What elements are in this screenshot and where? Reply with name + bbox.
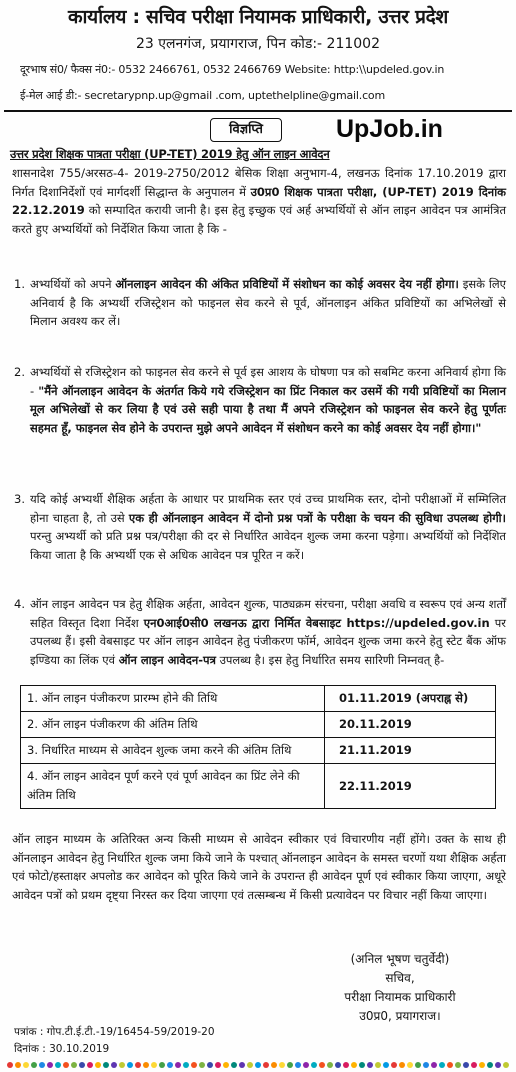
item-text: पर उपलब्ध हैं। इसी वेबसाइट पर ऑन लाइन आवेदन हेतु पंजीकरण फॉर्म, आवेदन शुल्क जमा करने हेतु स्टेट बैंक ऑफ इण्डिया का लिंक एवं — [30, 615, 506, 667]
signatory-name: (अनिल भूषण चतुर्वेदी) — [350, 952, 450, 966]
signature-block — [300, 950, 500, 1026]
color-dot — [447, 1062, 453, 1068]
color-dot — [487, 1062, 493, 1068]
item-text: ऑन लाइन आवेदन पत्र हेतु शैक्षिक अर्हता, आवेदन शुल्क, पाठ्यक्रम संरचना, परीक्षा अवधि व स्वरूप एवं अन्य शर्तों सहित विस्तृत दिशा निर्देश — [30, 597, 506, 630]
color-dot — [375, 1062, 381, 1068]
header-divider — [4, 110, 512, 112]
color-dot — [183, 1062, 189, 1068]
color-dot — [495, 1062, 501, 1068]
color-dot — [151, 1062, 157, 1068]
item-number: 4. — [14, 597, 25, 611]
color-dot — [159, 1062, 165, 1068]
color-dot — [263, 1062, 269, 1068]
color-dot — [319, 1062, 325, 1068]
item-text: अभ्यर्थियों से रजिस्ट्रेशन को फाइनल सेव करने से पूर्व इस आशय के घोषणा पत्र को सबमिट करना अनिवार्य होगा कि - — [30, 365, 506, 398]
color-dot — [119, 1062, 125, 1068]
color-dot — [239, 1062, 245, 1068]
item-text: उपलब्ध है। इस हेतु निर्धारित समय सारिणी निम्नवत् है- — [215, 652, 445, 667]
color-dot — [311, 1062, 317, 1068]
color-dot — [327, 1062, 333, 1068]
item-text-bold: ऑन लाइन आवेदन-पत्र — [118, 652, 216, 667]
schedule-label: 1. ऑन लाइन पंजीकरण प्रारम्भ होने की तिथि — [21, 686, 325, 712]
color-dot — [15, 1062, 21, 1068]
item-text-bold: "मैंने ऑनलाइन आवेदन के अंतर्गत किये गये रजिस्ट्रेशन का प्रिंट निकाल कर उसमें की गयी प्रविष्टियों का मिलान मूल अभिलेखों से कर लिया है एवं उसे सही पाया है तथा मैं अपने रजिस्ट्रेशन को फाइनल सेव करने हेतु पूर्णतः सहमत हूँ, फाइनल सेव होने के उपरान्त मुझे अपने आवेदन में संशोधन करने का कोई अवसर देय नहीं होगा।" — [30, 383, 507, 435]
color-dot — [7, 1062, 13, 1068]
color-dot — [431, 1062, 437, 1068]
color-dot — [295, 1062, 301, 1068]
color-dot — [143, 1062, 149, 1068]
color-dot — [271, 1062, 277, 1068]
schedule-date: 01.11.2019 (अपराह्न से) — [325, 686, 496, 712]
color-dot — [407, 1062, 413, 1068]
intro-paragraph — [12, 164, 506, 238]
color-dot — [463, 1062, 469, 1068]
item-text-bold: एक ही ऑनलाइन आवेदन में दोनो प्रश्न पत्रों के परीक्षा के चयन की सुविधा उपलब्ध होगी। — [128, 510, 507, 525]
schedule-label: 4. ऑन लाइन आवेदन पूर्ण करने एवं पूर्ण आवेदन का प्रिंट लेने की अंतिम तिथि — [21, 764, 325, 809]
item-text: इसके लिए अनिवार्य है कि अभ्यर्थी रजिस्ट्रेशन को फाइनल सेव करने से पूर्व, ऑनलाइन अंकित प्रविष्टियों का अभिलेखों से मिलान अवश्य कर लें। — [30, 277, 506, 329]
color-dot — [231, 1062, 237, 1068]
color-dot — [367, 1062, 373, 1068]
color-dot — [335, 1062, 341, 1068]
watermark-text: UpJob.in — [336, 115, 443, 143]
color-dot — [135, 1062, 141, 1068]
item-text: परन्तु अभ्यर्थी को प्रति प्रश्न पत्र/परीक्षा की दर से निर्धारित आवेदन शुल्क जमा करना पड़ेगा। अभ्यर्थियों को निर्देशित किया जाता है कि अभ्यर्थी एक से अधिक आवेदन पत्र पूरित न करें। — [30, 529, 506, 562]
schedule-date: 20.11.2019 — [325, 712, 496, 738]
color-dot — [383, 1062, 389, 1068]
color-dot — [343, 1062, 349, 1068]
color-dot-strip — [0, 1062, 516, 1072]
color-dot — [199, 1062, 205, 1068]
color-dot — [191, 1062, 197, 1068]
instruction-item-1 — [14, 275, 506, 331]
notice-subject: उत्तर प्रदेश शिक्षक पात्रता परीक्षा (UP-TET) 2019 हेतु ऑन लाइन आवेदन — [10, 147, 330, 161]
color-dot — [71, 1062, 77, 1068]
schedule-label: 3. निर्धारित माध्यम से आवेदन शुल्क जमा करने की अंतिम तिथि — [21, 738, 325, 764]
schedule-label: 2. ऑन लाइन पंजीकरण की अंतिम तिथि — [21, 712, 325, 738]
table-row — [21, 712, 496, 738]
intro-text-c: को सम्पादित करायी जानी है। इस हेतु इच्छुक एवं अर्ह अभ्यर्थियों से ऑन लाइन आवेदन पत्र आमंत्रित करते हुए अभ्यर्थियों को निर्देशित किया जाता है कि - — [12, 203, 506, 236]
office-title: कार्यालय : सचिव परीक्षा नियामक प्राधिकारी, उत्तर प्रदेश — [67, 6, 449, 28]
color-dot — [439, 1062, 445, 1068]
item-text-bold: ऑनलाइन आवेदन की अंकित प्रविष्टियों में संशोधन का कोई अवसर देय नहीं होगा। — [115, 277, 459, 291]
color-dot — [207, 1062, 213, 1068]
schedule-table — [20, 685, 496, 809]
instruction-item-4 — [14, 595, 506, 669]
office-address: 23 एलनगंज, प्रयागराज, पिन कोड:- 211002 — [135, 36, 380, 52]
color-dot — [247, 1062, 253, 1068]
item-number: 3. — [14, 492, 25, 506]
color-dot — [351, 1062, 357, 1068]
schedule-date: 21.11.2019 — [325, 738, 496, 764]
color-dot — [471, 1062, 477, 1068]
item-text: अभ्यर्थियों को अपने — [30, 277, 116, 291]
color-dot — [23, 1062, 29, 1068]
color-dot — [127, 1062, 133, 1068]
color-dot — [399, 1062, 405, 1068]
signatory-place: उ0प्र0, प्रयागराज। — [359, 1009, 441, 1023]
table-row — [21, 764, 496, 809]
closing-paragraph: ऑन लाइन माध्यम के अतिरिक्त अन्य किसी माध्यम से आवेदन स्वीकार एवं विचारणीय नहीं होंगे। उक्त के साथ ही ऑनलाइन आवेदन हेतु निर्धारित शुल्क जमा किये जाने के पश्चात् ऑनलाइन आवेदन के समस्त चरणों यथा शैक्षिक अर्हता एवं फोटो/हस्ताक्षर अपलोड कर आवेदन को पूरित किये जाने के उपरान्त ही आवेदन पूर्ण एवं स्वीकार किया जाएगा, अधूरे आवेदन पत्रों को प्रथम दृष्ट्या निरस्त कर दिया जाएगा एवं तत्सम्बन्ध में किसी प्रत्यावेदन पर विचार नहीं किया जाएगा। — [12, 832, 506, 902]
color-dot — [287, 1062, 293, 1068]
instruction-item-2 — [14, 363, 506, 437]
color-dot — [95, 1062, 101, 1068]
item-number: 2. — [14, 365, 25, 379]
color-dot — [503, 1062, 509, 1068]
color-dot — [79, 1062, 85, 1068]
color-dot — [111, 1062, 117, 1068]
letter-number: पत्रांक : गोप.टी.ई.टी.-19/16454-59/2019-20 — [14, 1026, 215, 1038]
color-dot — [479, 1062, 485, 1068]
table-row — [21, 738, 496, 764]
notice-label: विज्ञप्ति — [210, 118, 282, 142]
color-dot — [55, 1062, 61, 1068]
signatory-post: सचिव, — [385, 971, 415, 985]
website-link-text: एन0आई0सी0 लखनऊ द्वारा निर्मित वेबसाइट https://updeled.gov.in — [143, 615, 490, 630]
color-dot — [455, 1062, 461, 1068]
color-dot — [31, 1062, 37, 1068]
color-dot — [175, 1062, 181, 1068]
color-dot — [359, 1062, 365, 1068]
color-dot — [47, 1062, 53, 1068]
table-row — [21, 686, 496, 712]
contact-line: दूरभाष सं0/ फैक्स नं0:- 0532 2466761, 0532 2466769 Website: http:\\updeled.gov.in — [20, 63, 445, 76]
color-dot — [87, 1062, 93, 1068]
color-dot — [423, 1062, 429, 1068]
color-dot — [223, 1062, 229, 1068]
color-dot — [391, 1062, 397, 1068]
schedule-date: 22.11.2019 — [325, 764, 496, 809]
email-line: ई-मेल आई डी:- secretarypnp.up@gmail .com, uptethelpline@gmail.com — [20, 89, 385, 102]
color-dot — [103, 1062, 109, 1068]
color-dot — [63, 1062, 69, 1068]
color-dot — [279, 1062, 285, 1068]
intro-text-a: शासनादेश 755/अरसठ-4- 2019-2750/2012 बेसिक शिक्षा अनुभाग-4, लखनऊ दिनांक 17.10.2019 द्वारा निर्गत दिशानिर्देशों एवं मार्गदर्शी सिद्धान्त के अनुपालन में — [12, 166, 506, 199]
item-text: यदि कोई अभ्यर्थी शैक्षिक अर्हता के आधार पर प्राथमिक स्तर एवं उच्च प्राथमिक स्तर, दोनो परीक्षाओं में सम्मिलित होना चाहता है, तो उसे — [30, 492, 506, 525]
item-number: 1. — [14, 277, 25, 291]
letter-date: दिनांक : 30.10.2019 — [14, 1043, 110, 1055]
color-dot — [255, 1062, 261, 1068]
intro-text-bold: उ0प्र0 शिक्षक पात्रता परीक्षा, (UP-TET) 2019 दिनांक 22.12.2019 — [12, 184, 507, 218]
color-dot — [167, 1062, 173, 1068]
instruction-item-3 — [14, 490, 506, 564]
color-dot — [215, 1062, 221, 1068]
color-dot — [415, 1062, 421, 1068]
color-dot — [39, 1062, 45, 1068]
signatory-office: परीक्षा नियामक प्राधिकारी — [344, 990, 456, 1004]
color-dot — [303, 1062, 309, 1068]
